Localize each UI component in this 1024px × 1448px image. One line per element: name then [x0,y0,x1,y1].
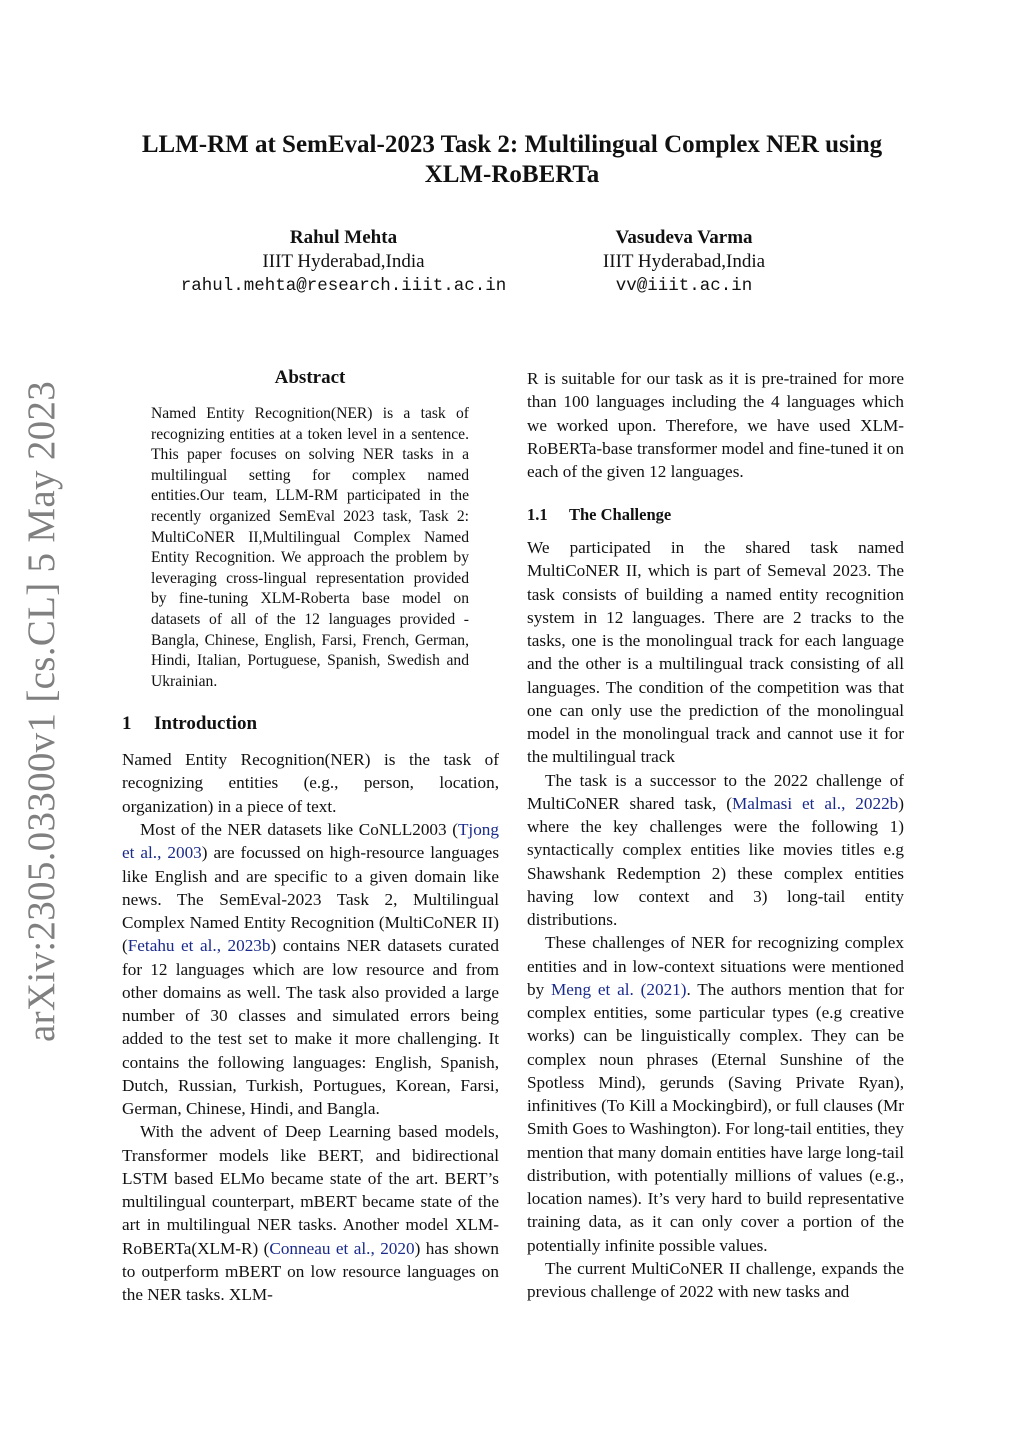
citation-link[interactable]: Meng et al. (2021) [551,979,687,999]
paragraph-text: ) has shown to outperform mBERT on low resource languages on the NER tasks. XLM- [122,1238,499,1304]
abstract-text: Named Entity Recognition(NER) is a task of recognizing entities at a token level in a sentence. This paper focuses on solving NER tasks in a multilingual setting for complex named entities.Our team, LLM-RM participated in the recently organized SemEval 2023 task, Task 2: MultiCoNER II,Multilingual Complex Named Entity Recognition. We approach the problem by leveraging cross-lingual representation provided by fine-tuning XLM-Roberta base model on datasets of all of the 12 languages provided - Bangla, Chinese, English, Farsi, French, German, Hindi, Italian, Portuguese, Spanish, Swedish and Ukrainian. [151,405,469,690]
subsection-number: 1.1 [527,505,548,524]
paragraph-text: ) where the key challenges were the following 1) syntactically complex entities like movies titles e.g Shawshank Redemption 2) these complex entities having low context and 3) long-tail entity distributions. [527,793,904,929]
paragraph-text: . The authors mention that for complex entities, some particular types (e.g creative works) can be linguistically complex. They can be complex noun phrases (Eternal Sunshine of the Spotless Mind), gerunds (Saving Private Ryan), infinitives (To Kill a Mockingbird), or full clauses (Mr Smith Goes to Washington). For long-tail entities, they mention that many domain entities have large long-tail distribution, with potentially millions of values (e.g., location names). It’s very hard to build representative training data, as it can only cover a portion of the potentially infinite possible values. [527,979,905,1255]
paragraph [122,1120,499,1306]
section-number: 1 [122,713,132,734]
abstract-heading: Abstract [274,367,346,388]
arxiv-identifier: arXiv:2305.03300v1 [cs.CL] 5 May 2023 [20,380,63,1042]
subsection-title: The Challenge [569,505,672,524]
author-block [540,226,828,298]
author-block [150,226,537,298]
author-email: vv@iiit.ac.in [615,276,753,296]
paragraph-text: The task is a successor to the 2022 challenge of MultiCoNER shared task, ( [527,770,904,813]
paragraph [122,818,499,1120]
column-right-body [527,536,904,1303]
author-affiliation: IIIT Hyderabad,India [262,251,425,272]
paragraph [527,769,904,932]
citation-link[interactable]: Malmasi et al., 2022b [731,793,899,813]
intro-paragraph [122,748,499,818]
citation-link[interactable]: Conneau et al., 2020 [269,1238,415,1258]
author-affiliation: IIIT Hyderabad,India [602,251,766,272]
section-heading [122,713,257,735]
paragraph-text: ) contains NER datasets curated for 12 languages which are low resource and from other domains as well. The task also provided a large number of 30 classes and simulated errors being added to the test set to make it more challenging. It contains the following languages: English, Spanish, Dutch, Russian, Turkish, Portugues, Korean, Farsi, German, Chinese, Hindi, and Bangla. [122,936,499,1118]
paragraph-text: With the advent of Deep Learning based models, Transformer models like BERT, and bidirectional LSTM based ELMo became state of the art. BERT’s multilingual counterpart, mBERT became state of the art in multilingual NER tasks. Another model XLM-RoBERTa(XLM-R) ( [122,1122,499,1258]
paragraph-text: These challenges of NER for recognizing complex entities and in low-context situations were mentioned by [527,933,904,999]
paragraph-text: We participated in the shared task named MultiCoNER II, which is part of Semeval 2023. The task consists of building a named entity recognition system in 12 languages. There are 2 tracks to the tasks, one is the monolingual track for each language and the other is a multilingual track consisting of all languages. The condition of the competition was that one can only use the prediction of the monolingual model in the monolingual track and cannot use it for the multilingual track [527,538,904,767]
paragraph-text: ) are focussed on high-resource languages like English and are specific to a given domain like news. The SemEval-2023 Task 2, Multilingual Complex Named Entity Recognition (MultiCoNER II) ( [122,843,500,956]
paragraph-text: R is suitable for our task as it is pre-trained for more than 100 languages including the 4 languages which we worked upon. Therefore, we have used XLM-RoBERTa-base transformer model and fine-tuned it on each of the given 12 languages. [527,369,904,481]
paragraph-text: The current MultiCoNER II challenge, expands the previous challenge of 2022 with new tasks and [527,1258,904,1301]
author-name: Vasudeva Varma [615,227,753,248]
column-right-continuation [527,367,904,483]
column-left-body [122,818,499,1306]
citation-link[interactable]: Tjong et al., 2003 [122,820,499,863]
author-name: Rahul Mehta [289,227,398,248]
citation-link[interactable]: Fetahu et al., 2023b [127,936,271,956]
subsection-heading [527,505,671,525]
paper-title: LLM-RM at SemEval-2023 Task 2: Multilingual Complex NER using XLM-RoBERTa [141,131,883,188]
author-email: rahul.mehta@research.iiit.ac.in [180,276,507,296]
section-title: Introduction [154,713,258,734]
paragraph-text: Named Entity Recognition(NER) is the task of recognizing entities (e.g., person, location, organization) in a piece of text. [122,750,499,816]
paragraph-text: Most of the NER datasets like CoNLL2003 ( [140,820,458,839]
paragraph [527,931,904,1257]
